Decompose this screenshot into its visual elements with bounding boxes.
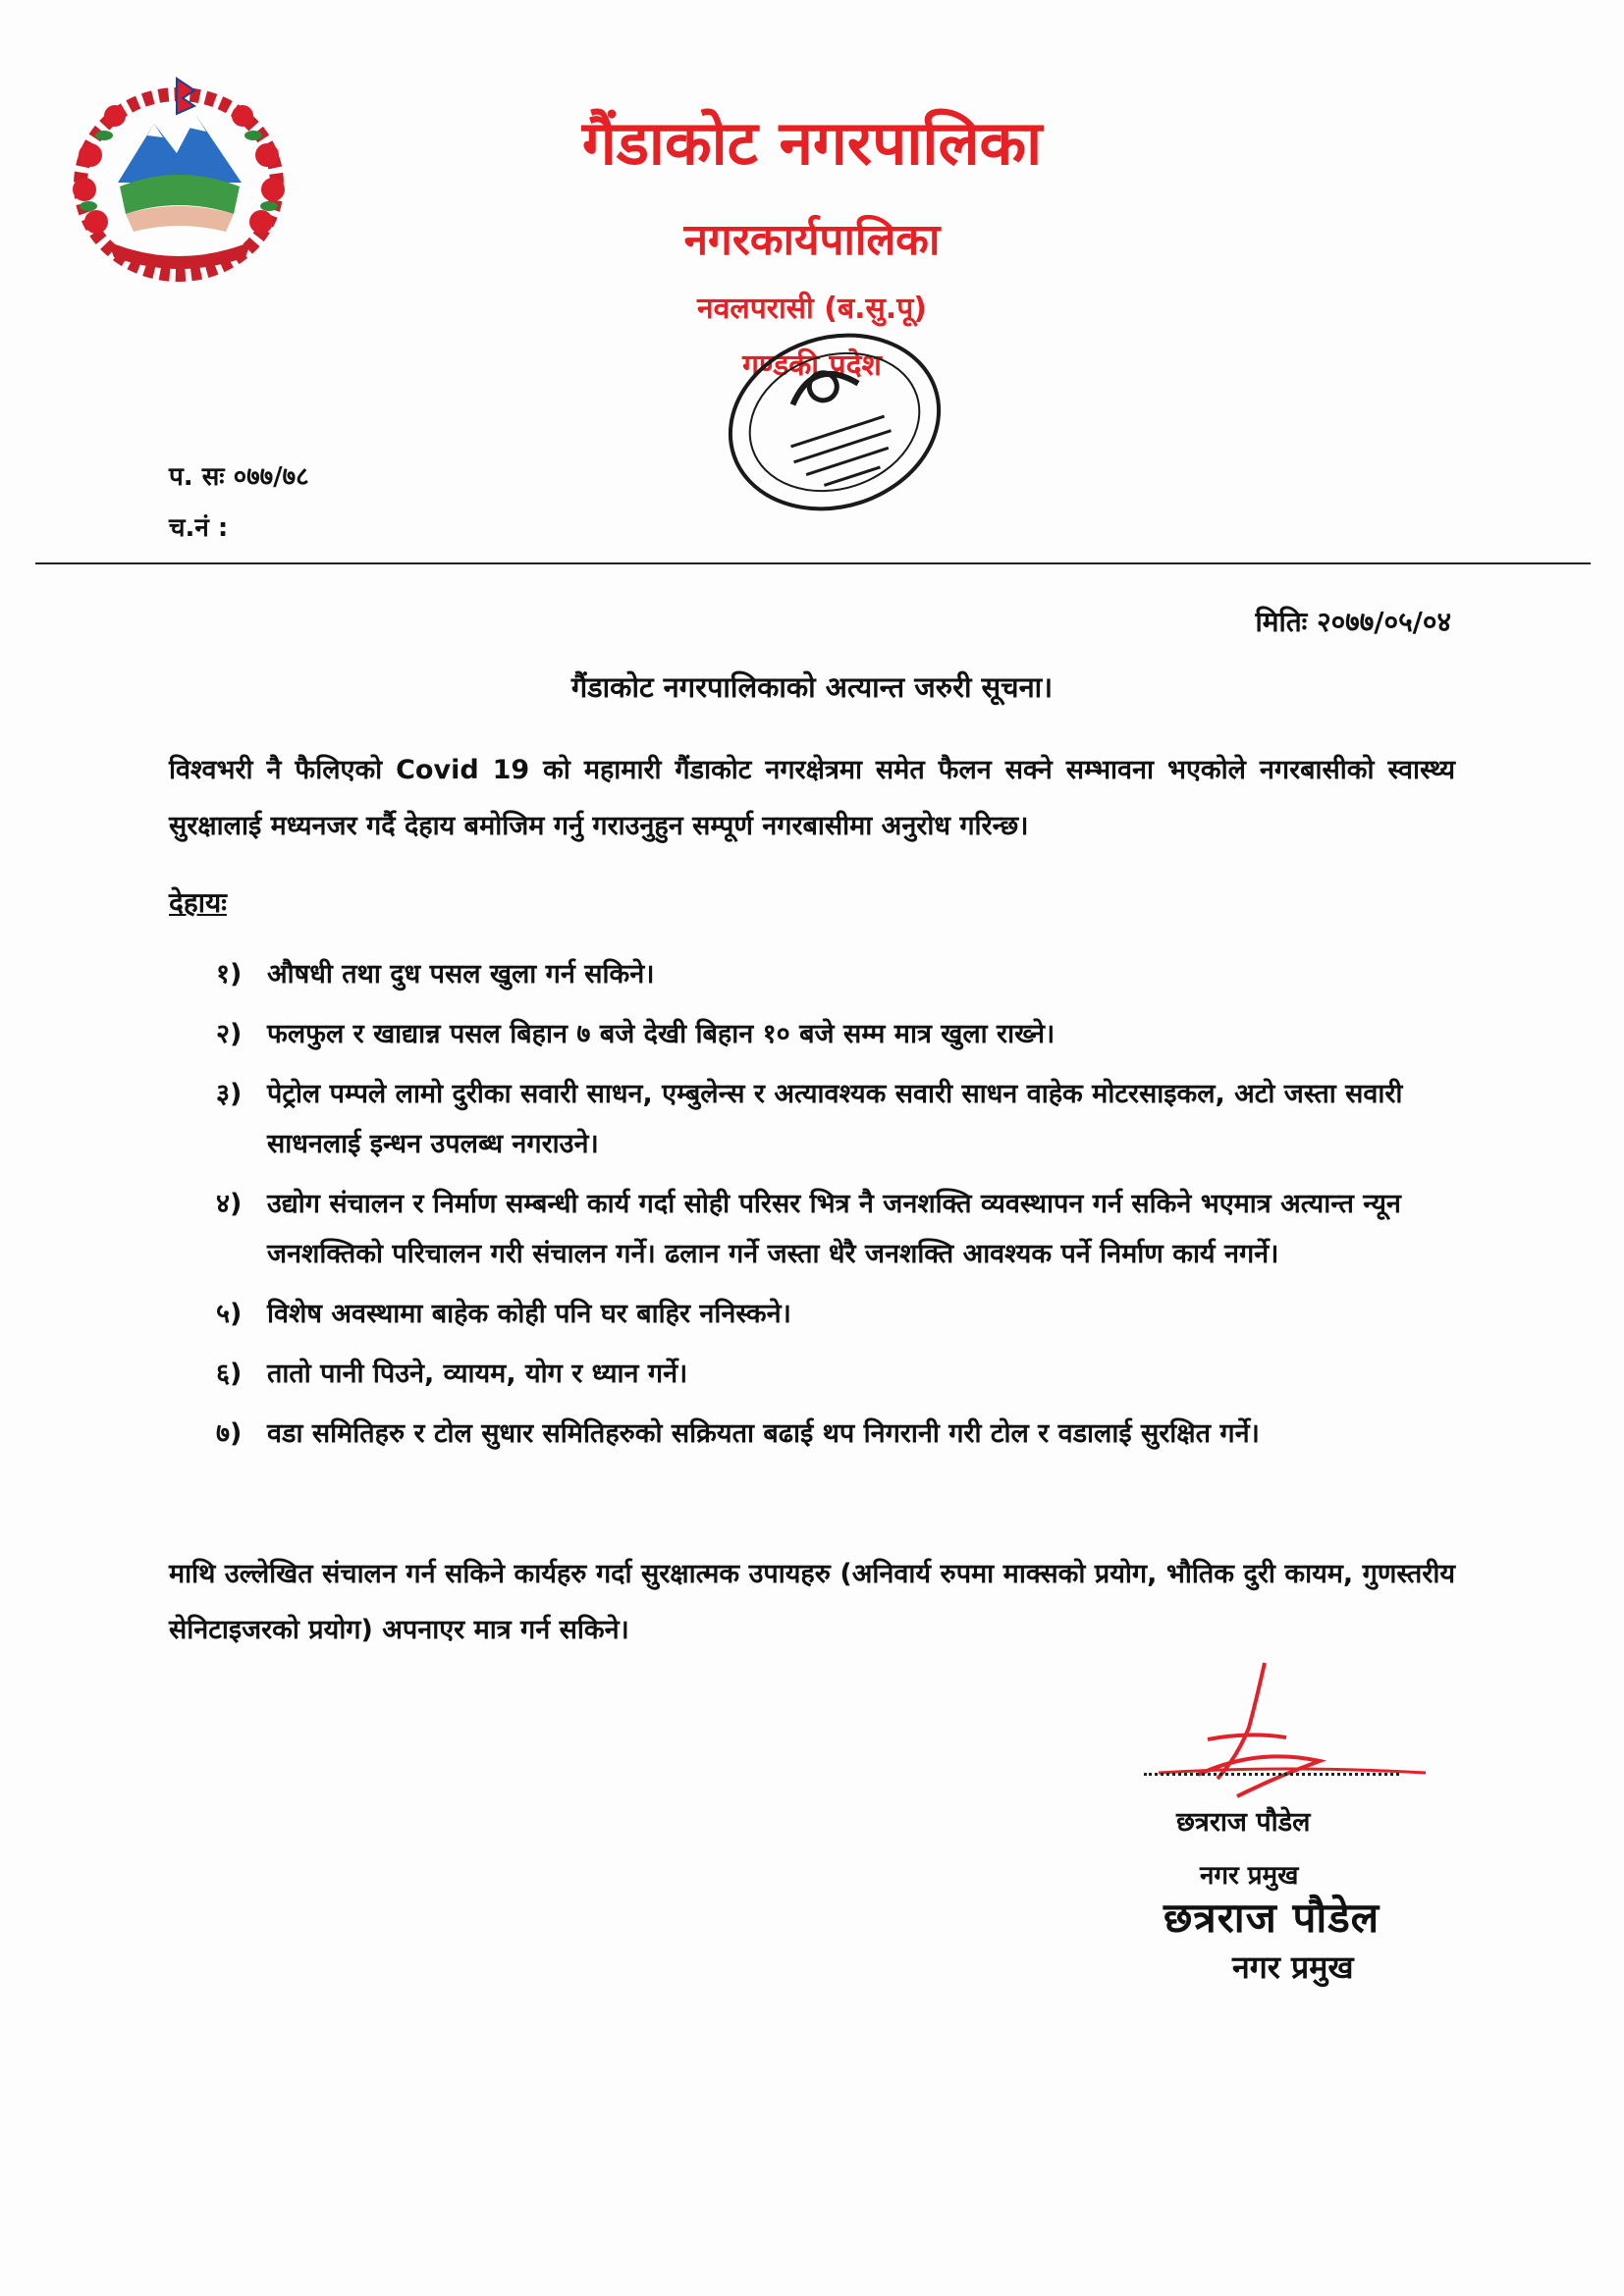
stamp-role: नगर प्रमुख	[1232, 1949, 1354, 1986]
item-number: ७)	[216, 1418, 243, 1449]
notice-date: मितिः २०७७/०५/०४	[1255, 606, 1451, 638]
signatory-role: नगर प्रमुख	[1200, 1861, 1299, 1891]
handwritten-signature-icon	[1139, 1659, 1434, 1816]
reference-number: प. सः ०७७/७८	[169, 462, 309, 492]
closing-paragraph: माथि उल्लेखित संचालन गर्न सकिने कार्यहरु गर्दा सुरक्षात्मक उपायहरु (अनिवार्य रुपमा माक्सको प्रयोग, भौतिक दुरी कायम, गुणस्तरीय सेनिटाइजरको प्रयोग) अपनाएर मात्र गर्न सकिने।	[169, 1559, 1455, 1645]
list-item	[216, 1409, 1483, 1459]
signatory-name: छत्रराज पौडेल	[1176, 1807, 1311, 1838]
notice-subject: गैंडाकोट नगरपालिकाको अत्यान्त जरुरी सूचना।	[570, 670, 1054, 704]
list-item	[216, 1069, 1483, 1169]
office-seal-icon	[707, 324, 962, 535]
province-line: गण्डकी प्रदेश	[742, 348, 882, 383]
signature-line	[1144, 1773, 1399, 1776]
item-text: उद्योग संचालन र निर्माण सम्बन्धी कार्य गर्दा सोही परिसर भित्र नै जनशक्ति व्यवस्थापन गर्न सकिने भएमात्र अत्यान्त न्यून जनशक्तिको परिचालन गरी संचालन गर्ने। ढलान गर्ने जस्ता धेरै जनशक्ति आवश्यक पर्ने निर्माण कार्य नगर्ने।	[267, 1189, 1401, 1269]
item-number: २)	[216, 1019, 243, 1049]
office-title: नगरकार्यपालिका	[683, 215, 941, 265]
item-number: ५)	[216, 1299, 243, 1329]
item-text: विशेष अवस्थामा बाहेक कोही पनि घर बाहिर ननिस्कने।	[267, 1299, 791, 1329]
list-item	[216, 1179, 1483, 1279]
item-text: पेट्रोल पम्पले लामो दुरीका सवारी साधन, एम्बुलेन्स र अत्यावश्यक सवारी साधन वाहेक मोटरसाइकल, अटो जस्ता सवारी साधनलाई इन्धन उपलब्ध नगराउने।	[267, 1079, 1403, 1159]
municipality-title: गैंडाकोट नगरपालिका	[581, 107, 1043, 179]
item-number: ४)	[216, 1189, 243, 1219]
list-item	[216, 1009, 1483, 1059]
item-number: ३)	[216, 1079, 243, 1109]
dehay-heading: देहायः	[169, 886, 227, 919]
stamp-name: छत्रराज पौडेल	[1164, 1894, 1380, 1942]
item-number: १)	[216, 959, 243, 989]
item-text: तातो पानी पिउने, व्यायम, योग र ध्यान गर्ने।	[267, 1359, 688, 1389]
list-item	[216, 1289, 1483, 1339]
list-item	[216, 949, 1483, 999]
item-number: ६)	[216, 1359, 243, 1389]
directive-list	[216, 949, 1483, 1468]
header-divider	[35, 562, 1591, 564]
item-text: औषधी तथा दुध पसल खुला गर्न सकिने।	[267, 959, 655, 989]
list-item	[216, 1349, 1483, 1399]
item-text: वडा समितिहरु र टोल सुधार समितिहरुको सक्रियता बढाई थप निगरानी गरी टोल र वडालाई सुरक्षित गर्ने।	[267, 1418, 1260, 1449]
dispatch-number: च.नं :	[169, 513, 229, 543]
district-line: नवलपरासी (ब.सु.पू)	[697, 292, 927, 326]
item-text: फलफुल र खाद्यान्न पसल बिहान ७ बजे देखी बिहान १० बजे सम्म मात्र खुला राख्ने।	[267, 1019, 1056, 1049]
intro-paragraph: विश्वभरी नै फैलिएको Covid 19 को महामारी गैंडाकोट नगरक्षेत्रमा समेत फैलन सक्ने सम्भावना भएकोले नगरबासीको स्वास्थ्य सुरक्षालाई मध्यनजर गर्दै देहाय बमोजिम गर्नु गराउनुहुन सम्पूर्ण नगरबासीमा अनुरोध गरिन्छ।	[169, 755, 1455, 841]
